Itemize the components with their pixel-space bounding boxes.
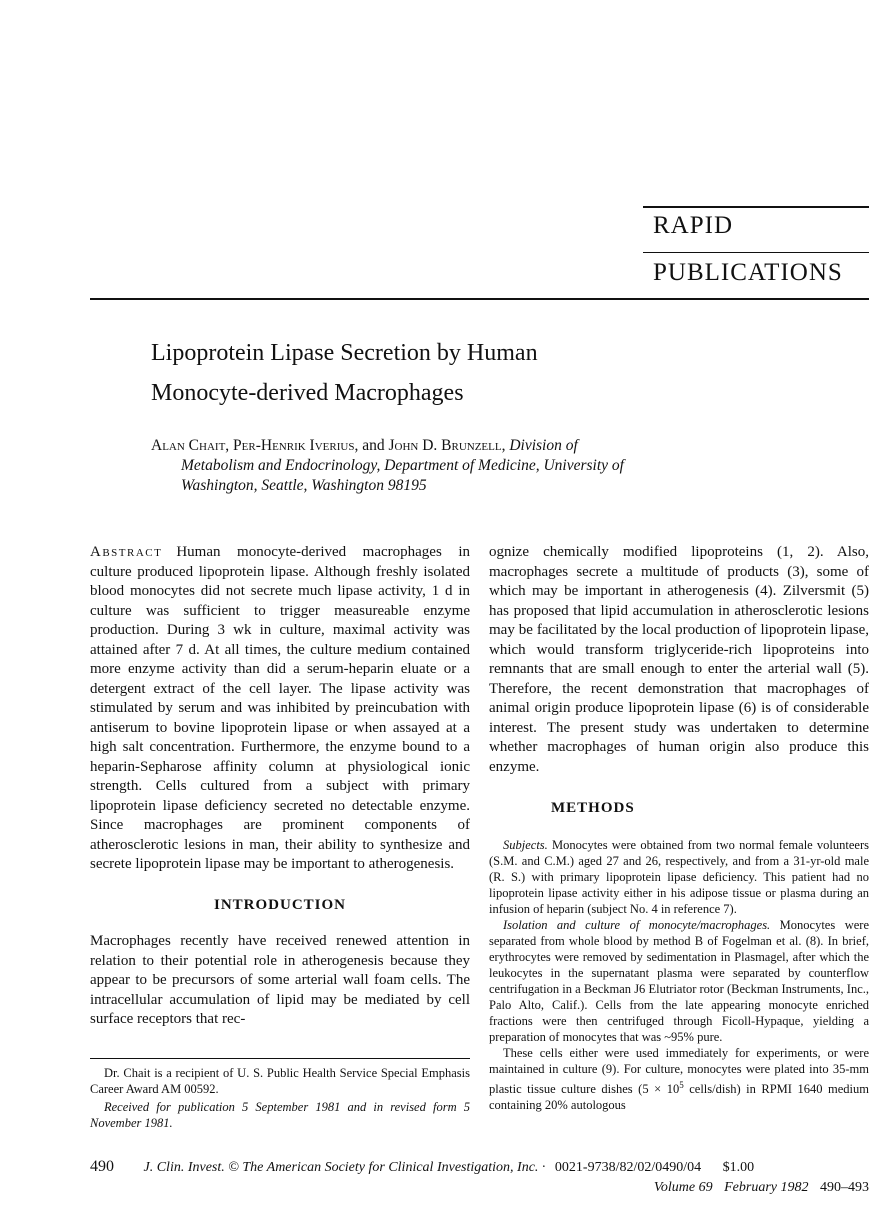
methods-heading: METHODS [551,800,635,816]
affiliation-line-2: Metabolism and Endocrinology, Department of Medicine, University of [181,457,624,474]
footnote-award: Dr. Chait is a recipient of U. S. Public Health Service Special Emphasis Career Award AM 00592. [90,1066,470,1096]
right-column [489,543,869,1113]
author-chait: Alan Chait [151,437,226,454]
subjects-label: Subjects. [503,837,548,852]
page-footer-line-1 [90,1158,869,1176]
section-rule-full [90,298,869,300]
section-title-rapid: RAPID [653,212,734,239]
author-iverius: Per-Henrik Iverius [233,437,355,454]
journal-citation: J. Clin. Invest. © The American Society for Clinical Investigation, Inc. · [143,1160,546,1175]
author-separator: , [225,437,234,454]
page-footer-line-2 [654,1180,869,1196]
affiliation-part-1: Division of [509,437,578,454]
article-title [151,333,851,413]
culture-text-pre: These cells either were used immediately for experiments, or were maintained in culture (9). For culture, monocytes were plated into 35-mm plastic tissue culture dishes (5 × 10 [489,1045,869,1096]
isolation-text: Monocytes were separated from whole blood by method B of Fogelman et al. (8). In brief, erythrocytes were removed by sedimentation in Plasmagel, after which the leukocytes in the supernatant plasma were separated by counterflow centrifugation in a Beckman J6 Elutriator rotor (Beckman Instruments, Inc., Palo Alto, Calif.). Cells from the late appearing monocyte enriched fractions were then centrifuged through Ficoll-Hypaque, yielding a preparation of monocytes that was ~95% pure. [489,917,869,1044]
author-separator: , [501,437,510,454]
isolation-label: Isolation and culture of monocyte/macrophages. [503,917,771,932]
footnote-rule [90,1058,470,1059]
subjects-text: Monocytes were obtained from two normal female volunteers (S.M. and C.M.) aged 27 and 26, respectively, and from a 31-yr-old male (R. S.) with primary lipoprotein lipase deficiency. This patient had no lipoprotein lipase activity either in his adipose tissue or plasma during an infusion of heparin (subject No. 4 in reference 7). [489,837,870,916]
author-separator: , and [354,437,389,454]
introduction-text-left: Macrophages recently have received renewed attention in relation to their potential role in atherogenesis because they appear to be precursors of some arterial wall foam cells. The intracellular accumulation of lipid may be mediated by cell surface receptors that rec- [90,933,470,1027]
methods-body [489,837,869,1113]
footnotes [90,1066,470,1131]
footnote-received: Received for publication 5 September 1981 and in revised form 5 November 1981. [90,1100,470,1130]
page-number: 490 [90,1158,114,1175]
abstract-text: Human monocyte-derived macrophages in culture produced lipoprotein lipase. Although freshly isolated blood monocytes did not secrete much lipase activity, 1 d in culture was sufficient to trigger measureable enzyme production. During 3 wk in culture, maximal activity was attained after 7 d. At all times, the culture medium contained more enzyme activity than did a serum-heparin eluate or a detergent extract of the cell layer. The lipase activity was stimulated by serum and was inhibited by preincubation with antiserum to bovine lipoprotein lipase or when assayed at a high salt concentration. Furthermore, the enzyme bound to a heparin-Sepharose affinity column at physiological ionic strength. Cells cultured from a subject with primary lipoprotein lipase deficiency secreted no detectable enzyme. Since macrophages are prominent components of atherosclerotic lesions in man, their ability to synthesize and secrete lipoprotein lipase may be important to atherogenesis. [90,544,470,872]
methods-culture [489,1045,869,1113]
introduction-heading: INTRODUCTION [213,896,346,913]
abstract-label: Abstract [90,544,163,560]
price: $1.00 [722,1160,755,1175]
abstract [90,543,470,875]
introduction-text-right: ognize chemically modified lipoproteins (1, 2). Also, macrophages secrete a multitude of products (3), some of which may be important in atherogenesis (4). Zilversmit (5) has proposed that lipid accumulation in atherosclerotic lesions may be facilitated by the local production of lipoprotein lipase, which would transform triglyceride-rich lipoproteins into remnants that are small enough to enter the arterial wall (5). Therefore, the recent demonstration that macrophages of animal origin produce lipoprotein lipase (6) is of considerable interest. The present study was undertaken to determine whether macrophages of human origin also produce this enzyme. [489,544,869,775]
methods-isolation [489,917,869,1045]
page-range: 490–493 [820,1180,869,1195]
culture-text-post: cells/dish) in RPMI 1640 medium containing 20% autologous [489,1081,869,1112]
section-rule-top [643,206,869,208]
left-column [90,543,470,1030]
article-title-line-1: Lipoprotein Lipase Secretion by Human [151,340,538,366]
section-title-publications: PUBLICATIONS [653,259,843,286]
author-line-1 [151,436,851,456]
methods-subjects [489,837,869,917]
volume: Volume 69 [653,1180,713,1195]
article-title-line-2: Monocyte-derived Macrophages [151,380,464,406]
author-brunzell: John D. Brunzell [388,437,502,454]
issn: 0021-9738/82/02/0490/04 [554,1160,702,1175]
section-rule-middle [643,252,869,253]
culture-exponent: 5 [679,1079,684,1090]
affiliation-line-3: Washington, Seattle, Washington 98195 [181,477,427,494]
issue-date: February 1982 [724,1180,809,1195]
author-block [151,436,851,496]
